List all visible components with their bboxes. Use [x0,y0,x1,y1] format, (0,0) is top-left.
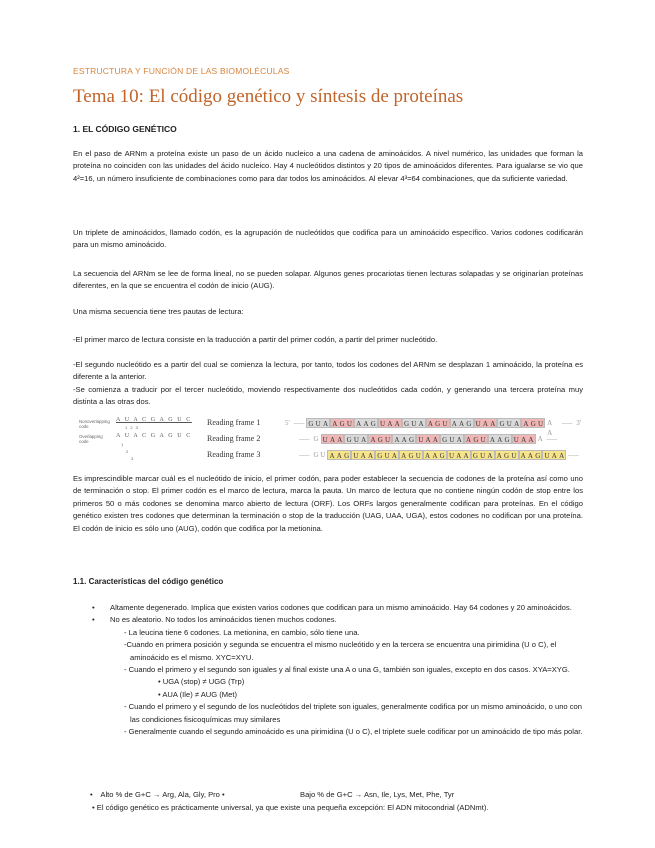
codon: A G U [521,418,545,428]
reading-frame-figure [73,414,583,464]
codon: A A G [392,434,416,444]
paragraph-marco-3: -Se comienza a traducir por el tercer nucleótido, moviendo respectivamente dos nucleótidos cada codón, y generando una tercera proteína muy distinta a las otras dos. [73,385,583,407]
list-item-text: Altamente degenerado. Implica que existen varios codones que codifican para un mismo aminoácido. Hay 64 codones y 20 aminoácidos. [110,603,572,612]
codon: A G U [368,434,392,444]
list-item-text: No es aleatorio. No todos los aminoácidos tienen muchos codones. [110,615,337,625]
characteristics-list [84,602,584,738]
codon: G U A [471,450,495,460]
dash-trail: ––– [561,419,573,427]
sublist-item [110,726,584,738]
subsublist-item-text: • UGA (stop) ≠ UGG (Trp) [158,677,245,687]
paragraph-orf: Es imprescindible marcar cuál es el nucleótido de inicio, el primer codón, para poder establecer la secuencia de codones de la proteína así como uno de terminación o stop. El primer codón es el marco de lectura, marca la pauta. Un marco de lectura que no contiene ningún codón de stop entre los primeros 50 o más codones se denomina marco abierto de lectura (ORF). Los ORFs largos generalmente codifican para proteínas. En el código genético existen tres codones que determinan la terminación o stop de la traducción (UAG, UAA, UGA), estos codones no codifican por una proteína. El codón de inicio es sólo uno (AUG), codón que codifica por la metionina. [73,474,583,533]
codon: G U A [497,418,521,428]
five-prime-label: 5' [285,419,290,427]
codon: A G U [426,418,450,428]
sublist-item [110,664,584,701]
dash-trail: ––– [568,451,579,459]
bullet: • [90,790,93,799]
sublist-item-text: - La leucina tiene 6 codones. La metionina, en cambio, sólo tiene una. [124,627,360,637]
list-item [84,614,584,738]
sublist [110,627,584,739]
codon: G U A [402,418,426,428]
heading-codigo-genetico: 1. EL CÓDIGO GENÉTICO [73,124,177,134]
dash-lead: ––– [299,435,310,443]
low-gc-text: Bajo % de G+C → Asn, Ile, Lys, Met, Phe, Tyr [300,790,455,799]
paragraph-marco-1: -El primer marco de lectura consiste en la traducción a partir del primer codón, a partir del primer nucleótido. [73,335,438,344]
codon: A A G [519,450,543,460]
codon: U A A [542,450,566,460]
codon: A A G [488,434,512,444]
paragraph-pautas: Una misma secuencia tiene tres pautas de lectura: [73,307,244,316]
paragraph-codon: Un triplete de aminoácidos, llamado codón, es la agrupación de nucleótidos que codifica para un aminoácido específico. Varios codones codificarán para un mismo aminoácido. [73,228,583,250]
universal-code-text: • El código genético es prácticamente universal, ya que existe una pequeña excepción: El ADN mitocondrial (ADNmt). [92,803,489,812]
reading-frame-2-label: Reading frame 2 [207,434,261,443]
subsublist-item-text: • AUA (Ile) ≠ AUG (Met) [158,689,237,699]
codon: A A G [423,450,447,460]
reading-frame-1-row [283,418,583,437]
dash-lead: ––– [299,451,310,459]
codon: U A A [447,450,471,460]
codon: U A A [416,434,440,444]
codon: G U A [375,450,399,460]
codon: U A A [512,434,536,444]
codon: A A G [450,418,474,428]
codon: G U A [344,434,368,444]
reading-frame-3-row [297,450,581,460]
sublist-item [110,639,584,664]
sublist-item-text: - Generalmente cuando el segundo aminoácido es una pirimidina (U o C), el triplete suele codificar por un aminoácido de tipo más polar. [124,727,583,737]
codon: U A A [321,434,345,444]
codon: A A G [327,450,351,460]
tail-1: A A [547,419,553,437]
tail-2: A [537,435,543,443]
sublist-item-text: - Cuando el primero y el segundo son iguales y al final existe una A o una G, también son iguales, excepto en dos casos. XYA=XYG. [124,665,570,675]
codon: U A A [378,418,402,428]
lead-2: G [313,435,319,443]
overlap-number-1: 1 [121,442,125,447]
section-header: ESTRUCTURA Y FUNCIÓN DE LAS BIOMOLÉCULAS [73,66,290,76]
three-prime-label: 3' [576,419,581,427]
paragraph-intro: En el paso de ARNm a proteína existe un paso de un ácido nucleico a una cadena de aminoácidos. A nivel numérico, las unidades que forman la proteína no coinciden con las unidades del ácido nucleico. Hay 4 nucleótidos distintos y 20 tipos de aminoácidos diferentes. Para igualarse se vio que 4²=16, un número insuficiente de combinaciones como para dar todos los aminoácidos. Al elevar 4³=64 combinaciones, que da suficiente variedad. [73,149,583,183]
lead-3: G U [313,451,326,459]
subsublist-item [130,676,584,688]
reading-frame-3-label: Reading frame 3 [207,450,261,459]
paragraph-marco-2: -El segundo nucleótido es a partir del cual se comienza la lectura, por tanto, todos los codones del ARNm se desplazan 1 aminoácido, la proteína es diferente a la anterior. [73,360,583,382]
codon: A G U [495,450,519,460]
codon: U A A [474,418,498,428]
sublist-item [110,627,584,639]
reading-frame-1-label: Reading frame 1 [207,418,261,427]
sublist-item [110,701,584,726]
subsublist-item [130,689,584,701]
overlapping-label: Overlapping code [79,434,103,444]
codon: G U A [306,418,330,428]
codon: A A G [354,418,378,428]
reading-frame-2-row [297,434,559,444]
dash-lead: ––– [293,419,305,427]
nonoverlapping-label: Nonoverlapping code [79,419,110,429]
list-item [84,602,584,614]
codon: U A A [351,450,375,460]
overlap-number-2: 2 [126,449,130,454]
sublist-item-text: -Cuando en primera posición y segunda se encuentra el mismo nucleótido y en la tercera se encuentra una pirimidina (U o C), el aminoácido es el mismo. XYC=XYU. [124,640,557,662]
page-title: Tema 10: El código genético y síntesis de proteínas [73,86,464,107]
gc-content-row [90,789,225,801]
codon: G U A [440,434,464,444]
overlap-sequence: A U A C G A G U C [116,433,192,439]
overlap-number-3: 3 [131,456,135,461]
dash-trail: ––– [546,435,558,443]
codon: A G U [464,434,488,444]
nonoverlap-numbers: 1 2 3 [125,425,139,430]
sublist-item-text: - Cuando el primero y el segundo de los nucleótidos del triplete son iguales, generalmente codifica por un mismo aminoácido, o uno con las condiciones fisicoquímicas muy similares [124,702,583,724]
subsublist [130,676,584,701]
nonoverlap-sequence: A U A C G A G U C [116,417,192,423]
codon: A G U [399,450,423,460]
codon: A G U [330,418,354,428]
heading-caracteristicas: 1.1. Características del código genético [73,577,224,586]
high-gc-text: Alto % de G+C → Arg, Ala, Gly, Pro • [100,790,225,799]
paragraph-lineal: La secuencia del ARNm se lee de forma lineal, no se pueden solapar. Algunos genes procariotas tienen lecturas solapadas y se originarían proteínas diferentes, en la que se encuentra el codón de inicio (AUG). [73,269,583,291]
